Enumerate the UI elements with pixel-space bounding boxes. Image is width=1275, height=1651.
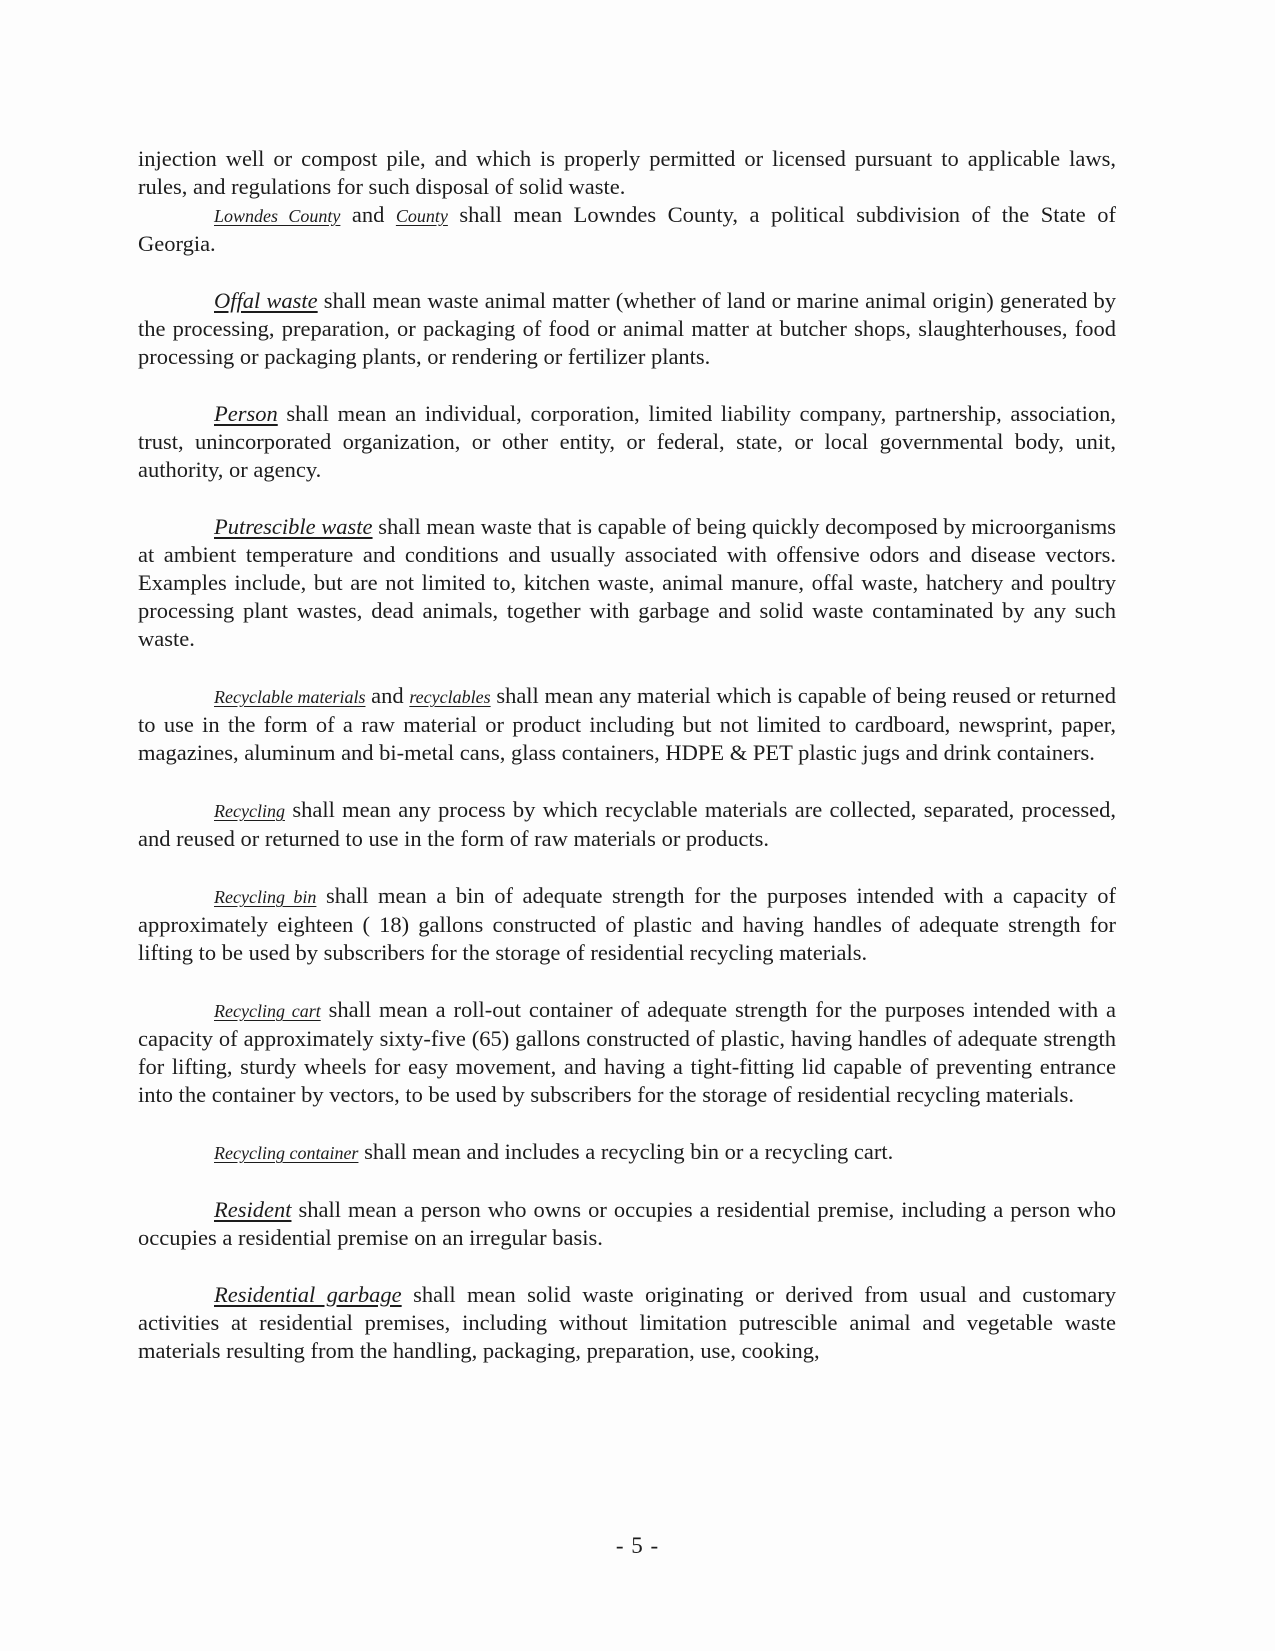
definition-text: shall mean any material which is capable of being reused or returned to use in the form of a raw material or product including but not limited to cardboard, newsprint, paper, magazines, aluminum and bi-metal cans, glass containers, HDPE & PET plastic jugs and drink containers.	[138, 683, 1116, 765]
defined-term: Person	[214, 401, 278, 426]
definition-residential-garbage	[138, 1281, 1116, 1365]
definition-lowndes-county	[138, 201, 1116, 258]
defined-term: Recycling	[214, 801, 285, 821]
definition-text: shall mean solid waste originating or derived from usual and customary activities at residential premises, including without limitation putrescible animal and vegetable waste materials resulting from the handling, packaging, preparation, use, cooking,	[138, 1282, 1116, 1363]
defined-term: Putrescible waste	[214, 514, 373, 539]
page-number: - 5 -	[615, 1533, 660, 1558]
definition-person	[138, 400, 1116, 484]
definition-offal-waste	[138, 287, 1116, 371]
definition-putrescible-waste	[138, 513, 1116, 653]
paragraph-text: injection well or compost pile, and which is properly permitted or licensed pursuant to applicable laws, rules, and regulations for such disposal of solid waste.	[138, 146, 1116, 199]
definition-recycling	[138, 796, 1116, 853]
definition-text: shall mean waste that is capable of being quickly decomposed by microorganisms at ambient temperature and conditions and usually associated with offensive odors and disease vectors. Examples include, but are not limited to, kitchen waste, animal manure, offal waste, hatchery and poultry processing plant wastes, dead animals, together with garbage and solid waste contaminated by any such waste.	[138, 514, 1116, 651]
defined-term: Recycling bin	[214, 887, 317, 907]
defined-term: Recyclable materials	[214, 687, 366, 707]
defined-term: Recycling cart	[214, 1001, 321, 1021]
definition-recyclable-materials	[138, 682, 1116, 767]
definition-text: shall mean and includes a recycling bin or a recycling cart.	[358, 1139, 894, 1164]
definition-text: shall mean a person who owns or occupies a residential premise, including a person who occupies a residential premise on an irregular basis.	[138, 1197, 1116, 1250]
definition-text: shall mean any process by which recyclable materials are collected, separated, processed, and reused or returned to use in the form of raw materials or products.	[138, 797, 1116, 851]
defined-term: recyclables	[409, 687, 491, 707]
definition-text: shall mean waste animal matter (whether of land or marine animal origin) generated by the processing, preparation, or packaging of food or animal matter at butcher shops, slaughterhouses, food processing or packaging plants, or rendering or fertilizer plants.	[138, 288, 1116, 369]
definition-text: shall mean Lowndes County, a political subdivision of the State of Georgia.	[138, 202, 1116, 256]
defined-term: Lowndes County	[214, 206, 341, 226]
definition-text: shall mean a bin of adequate strength for the purposes intended with a capacity of approximately eighteen ( 18) gallons constructed of plastic and having handles of adequate strength for lifting to be used by subscribers for the storage of residential recycling materials.	[138, 883, 1116, 965]
defined-term: Recycling container	[214, 1143, 359, 1163]
definition-text: and	[365, 683, 410, 708]
definition-recycling-cart	[138, 996, 1116, 1109]
definition-text: shall mean a roll-out container of adequate strength for the purposes intended with a capacity of approximately sixty-five (65) gallons constructed of plastic, having handles of adequate strength for lifting, sturdy wheels for easy movement, and having a tight-fitting lid capable of preventing entrance into the container by vectors, to be used by subscribers for the storage of residential recycling materials.	[138, 997, 1116, 1107]
paragraph-continuation	[138, 145, 1116, 201]
defined-term: Residential garbage	[214, 1282, 402, 1307]
document-body	[138, 145, 1116, 1365]
definition-text: shall mean an individual, corporation, limited liability company, partnership, association, trust, unincorporated organization, or other entity, or federal, state, or local governmental body, unit, authority, or agency.	[138, 401, 1116, 482]
definition-text: and	[340, 202, 396, 227]
definition-recycling-container	[138, 1138, 1116, 1167]
definition-resident	[138, 1196, 1116, 1252]
defined-term: Resident	[214, 1197, 292, 1222]
defined-term: County	[395, 206, 448, 226]
definition-recycling-bin	[138, 882, 1116, 967]
defined-term: Offal waste	[214, 288, 318, 313]
